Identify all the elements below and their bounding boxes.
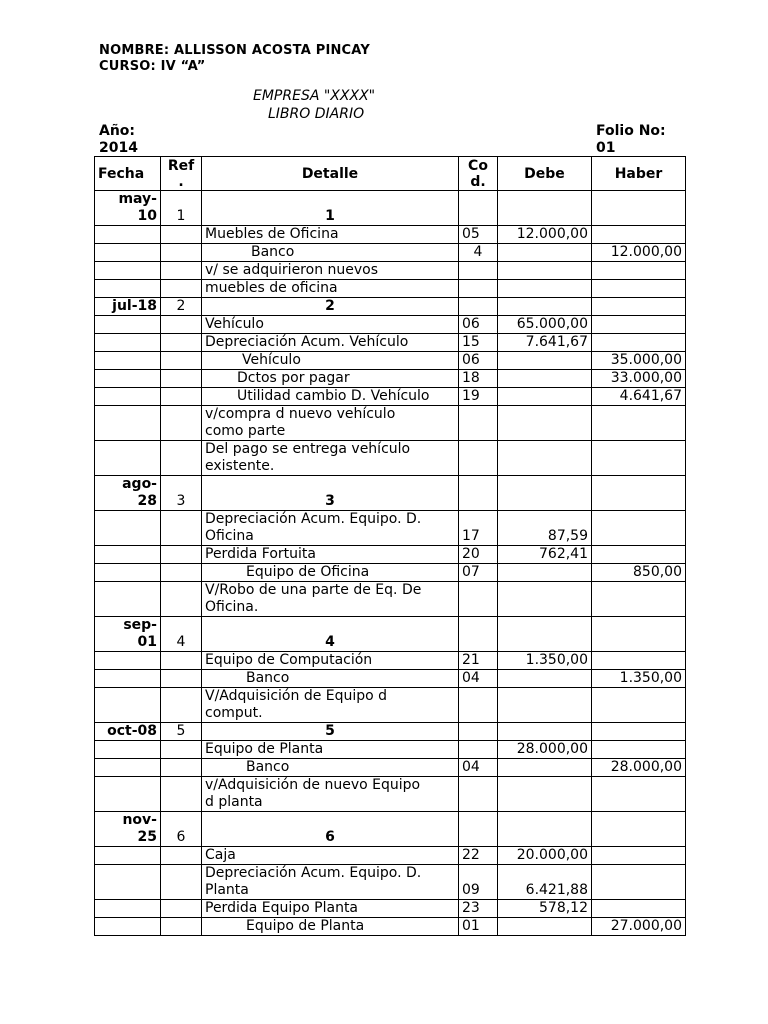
cell-debe [498,777,592,812]
cell-debe [498,617,592,652]
header-fecha: Fecha [95,157,161,191]
cell-cod [459,406,498,441]
table-row [95,352,686,370]
table-row [95,406,686,441]
cell-debe: 6.421,88 [498,865,592,900]
cell-fecha [95,564,161,582]
header-debe: Debe [498,157,592,191]
cell-debe [498,262,592,280]
company-name: EMPRESA "XXXX" [253,88,376,104]
cell-fecha: oct-08 [95,723,161,741]
cell-entry-number: 5 [202,723,459,741]
cell-cod: 18 [459,370,498,388]
cell-debe [498,280,592,298]
folio-block [596,123,666,157]
cell-detalle-line1: v/Adquisición de nuevo Equipo [205,777,421,793]
cell-debe [498,812,592,847]
cell-detalle: Caja [202,847,459,865]
cell-haber [592,900,686,918]
table-row [95,388,686,406]
cell-entry-number: 3 [202,476,459,511]
cell-haber [592,441,686,476]
cell-ref [161,316,202,334]
cell-haber: 33.000,00 [592,370,686,388]
cell-haber [592,652,686,670]
cell-ref [161,388,202,406]
cell-debe [498,441,592,476]
table-row [95,511,686,546]
cell-detalle: Depreciación Acum. Vehículo [202,334,459,352]
table-row [95,900,686,918]
table-row [95,244,686,262]
cell-debe [498,352,592,370]
journal-body [95,191,686,936]
table-row [95,262,686,280]
cell-fecha-line2: 01 [137,634,157,650]
cell-ref [161,865,202,900]
cell-ref [161,370,202,388]
cell-fecha [95,865,161,900]
cell-haber [592,262,686,280]
cell-fecha [95,582,161,617]
cell-ref [161,262,202,280]
header-ref-line1: Ref [167,157,195,174]
cell-ref: 5 [161,723,202,741]
cell-fecha-line2: 28 [137,493,157,509]
cell-fecha [95,918,161,936]
cell-cod [459,617,498,652]
cell-debe [498,564,592,582]
student-name: NOMBRE: ALLISSON ACOSTA PINCAY [99,43,370,58]
cell-fecha [95,652,161,670]
cell-detalle [202,406,459,441]
cell-cod: 05 [459,226,498,244]
cell-detalle: Dctos por pagar [202,370,459,388]
cell-entry-number: 4 [202,617,459,652]
cell-haber: 850,00 [592,564,686,582]
table-row [95,370,686,388]
cell-cod [459,441,498,476]
cell-ref [161,900,202,918]
cell-ref [161,759,202,777]
cell-debe [498,191,592,226]
cell-ref [161,244,202,262]
cell-debe [498,688,592,723]
cell-ref [161,918,202,936]
cell-haber [592,777,686,812]
cell-ref [161,741,202,759]
cell-detalle: Equipo de Planta [202,741,459,759]
cell-haber: 35.000,00 [592,352,686,370]
cell-detalle-line1: v/compra d nuevo vehículo [205,406,396,422]
table-row [95,441,686,476]
cell-debe [498,388,592,406]
cell-detalle: v/ se adquirieron nuevos [202,262,459,280]
cell-haber [592,617,686,652]
table-row [95,847,686,865]
cell-debe [498,244,592,262]
cell-debe [498,298,592,316]
header-ref-line2: . [178,173,184,190]
cell-haber [592,334,686,352]
cell-cod [459,582,498,617]
table-row [95,316,686,334]
cell-detalle-line2: Planta [205,882,249,898]
cell-cod: 15 [459,334,498,352]
cell-fecha [95,670,161,688]
cell-debe: 20.000,00 [498,847,592,865]
cell-ref [161,546,202,564]
table-row-entry-header [95,191,686,226]
cell-ref [161,777,202,812]
cell-fecha [95,777,161,812]
header-detalle: Detalle [202,157,459,191]
cell-detalle: Banco [202,244,459,262]
cell-haber [592,865,686,900]
cell-fecha [95,617,161,652]
cell-detalle: Banco [202,759,459,777]
cell-fecha [95,334,161,352]
cell-entry-number: 6 [202,812,459,847]
cell-ref [161,334,202,352]
cell-ref [161,582,202,617]
cell-cod [459,723,498,741]
cell-detalle-line1: Depreciación Acum. Equipo. D. [205,865,422,881]
header-cod [459,157,498,191]
cell-cod: 06 [459,316,498,334]
cell-haber [592,688,686,723]
cell-fecha-line2: 10 [137,208,157,224]
cell-ref [161,670,202,688]
cell-haber [592,298,686,316]
cell-detalle-line1: Del pago se entrega vehículo [205,441,411,457]
table-row-entry-header [95,298,686,316]
cell-cod: 01 [459,918,498,936]
cell-ref [161,688,202,723]
cell-debe [498,670,592,688]
cell-detalle: Perdida Equipo Planta [202,900,459,918]
cell-detalle: muebles de oficina [202,280,459,298]
table-row [95,334,686,352]
cell-ref [161,226,202,244]
table-row [95,652,686,670]
cell-cod: 23 [459,900,498,918]
cell-cod [459,688,498,723]
cell-haber [592,191,686,226]
cell-ref: 4 [161,617,202,652]
cell-cod [459,777,498,812]
cell-ref [161,511,202,546]
cell-debe [498,759,592,777]
cell-haber [592,812,686,847]
cell-cod: 09 [459,865,498,900]
header-cod-line2: d. [470,173,486,190]
cell-detalle-line2: como parte [205,423,286,439]
cell-ref: 3 [161,476,202,511]
cell-haber [592,741,686,759]
table-row [95,226,686,244]
cell-debe [498,370,592,388]
cell-fecha [95,546,161,564]
cell-fecha [95,847,161,865]
cell-detalle-line1: V/Adquisición de Equipo d [205,688,388,704]
cell-detalle-line2: existente. [205,458,275,474]
cell-fecha-line1: sep- [123,617,157,633]
cell-debe [498,406,592,441]
cell-debe [498,723,592,741]
cell-fecha: jul-18 [95,298,161,316]
table-row [95,759,686,777]
cell-fecha [95,316,161,334]
cell-detalle-line2: comput. [205,705,263,721]
cell-detalle-line2: Oficina. [205,599,259,615]
cell-fecha [95,900,161,918]
cell-detalle: Utilidad cambio D. Vehículo [202,388,459,406]
table-row [95,918,686,936]
table-row [95,670,686,688]
cell-haber [592,316,686,334]
cell-debe [498,918,592,936]
table-row [95,280,686,298]
cell-fecha [95,688,161,723]
course-label: CURSO: IV “A” [99,59,206,74]
cell-debe: 87,59 [498,511,592,546]
header-ref [161,157,202,191]
folio-label: Folio No: [596,123,666,139]
cell-fecha [95,741,161,759]
cell-fecha-line1: may- [118,191,157,207]
table-row [95,865,686,900]
cell-fecha [95,406,161,441]
cell-detalle: Vehículo [202,352,459,370]
cell-fecha [95,812,161,847]
cell-fecha [95,370,161,388]
cell-detalle [202,582,459,617]
year-label: Año: [99,123,136,139]
cell-detalle-line1: V/Robo de una parte de Eq. De [205,582,422,598]
cell-ref [161,652,202,670]
cell-cod [459,262,498,280]
cell-cod: 19 [459,388,498,406]
cell-cod: 20 [459,546,498,564]
cell-cod: 04 [459,759,498,777]
cell-haber [592,582,686,617]
table-row-entry-header [95,476,686,511]
cell-debe: 7.641,67 [498,334,592,352]
cell-fecha-line2: 25 [137,829,157,845]
cell-cod: 04 [459,670,498,688]
cell-ref: 1 [161,191,202,226]
cell-cod [459,812,498,847]
cell-cod [459,298,498,316]
header-haber: Haber [592,157,686,191]
cell-detalle [202,865,459,900]
cell-debe: 65.000,00 [498,316,592,334]
cell-debe: 12.000,00 [498,226,592,244]
cell-fecha [95,262,161,280]
cell-detalle-line1: Depreciación Acum. Equipo. D. [205,511,422,527]
cell-haber [592,723,686,741]
cell-debe: 1.350,00 [498,652,592,670]
cell-detalle: Muebles de Oficina [202,226,459,244]
table-row [95,777,686,812]
cell-fecha [95,759,161,777]
cell-haber [592,476,686,511]
cell-haber [592,546,686,564]
cell-haber: 28.000,00 [592,759,686,777]
cell-haber [592,847,686,865]
cell-fecha [95,441,161,476]
cell-fecha-line1: ago- [122,476,157,492]
cell-entry-number: 2 [202,298,459,316]
cell-fecha [95,191,161,226]
cell-cod: 06 [459,352,498,370]
cell-ref [161,564,202,582]
cell-detalle: Perdida Fortuita [202,546,459,564]
table-row [95,546,686,564]
cell-fecha [95,226,161,244]
cell-debe [498,582,592,617]
cell-fecha [95,511,161,546]
cell-cod: 21 [459,652,498,670]
table-row [95,564,686,582]
cell-haber [592,226,686,244]
cell-cod [459,280,498,298]
cell-haber: 4.641,67 [592,388,686,406]
cell-cod [459,476,498,511]
cell-fecha [95,388,161,406]
journal-table [94,156,686,936]
cell-cod [459,741,498,759]
cell-ref: 6 [161,812,202,847]
table-row-entry-header [95,723,686,741]
table-row-entry-header [95,812,686,847]
cell-debe: 762,41 [498,546,592,564]
table-row [95,688,686,723]
table-row-entry-header [95,617,686,652]
table-header-row [95,157,686,191]
cell-detalle-line2: Oficina [205,528,254,544]
cell-ref [161,847,202,865]
cell-cod [459,191,498,226]
cell-haber: 12.000,00 [592,244,686,262]
cell-detalle [202,441,459,476]
cell-detalle: Banco [202,670,459,688]
cell-ref [161,441,202,476]
year-value: 2014 [99,140,138,156]
cell-fecha [95,244,161,262]
cell-haber [592,511,686,546]
cell-haber [592,406,686,441]
cell-detalle [202,688,459,723]
cell-cod: 22 [459,847,498,865]
cell-entry-number: 1 [202,191,459,226]
book-title: LIBRO DIARIO [268,106,365,122]
cell-detalle: Equipo de Oficina [202,564,459,582]
cell-fecha [95,352,161,370]
cell-ref [161,280,202,298]
cell-fecha [95,280,161,298]
cell-detalle: Equipo de Computación [202,652,459,670]
cell-haber [592,280,686,298]
cell-debe: 28.000,00 [498,741,592,759]
year-block [99,123,138,157]
cell-haber: 1.350,00 [592,670,686,688]
cell-detalle-line2: d planta [205,794,263,810]
cell-cod: 17 [459,511,498,546]
cell-haber: 27.000,00 [592,918,686,936]
cell-ref: 2 [161,298,202,316]
cell-detalle: Equipo de Planta [202,918,459,936]
cell-detalle [202,777,459,812]
cell-debe: 578,12 [498,900,592,918]
folio-value: 01 [596,140,616,156]
table-row [95,741,686,759]
cell-cod: 07 [459,564,498,582]
cell-fecha-line1: nov- [122,812,157,828]
cell-ref [161,352,202,370]
header-cod-line1: Co [468,157,488,174]
cell-debe [498,476,592,511]
cell-detalle: Vehículo [202,316,459,334]
cell-fecha [95,476,161,511]
table-row [95,582,686,617]
cell-ref [161,406,202,441]
cell-cod: 4 [459,244,498,262]
cell-detalle [202,511,459,546]
